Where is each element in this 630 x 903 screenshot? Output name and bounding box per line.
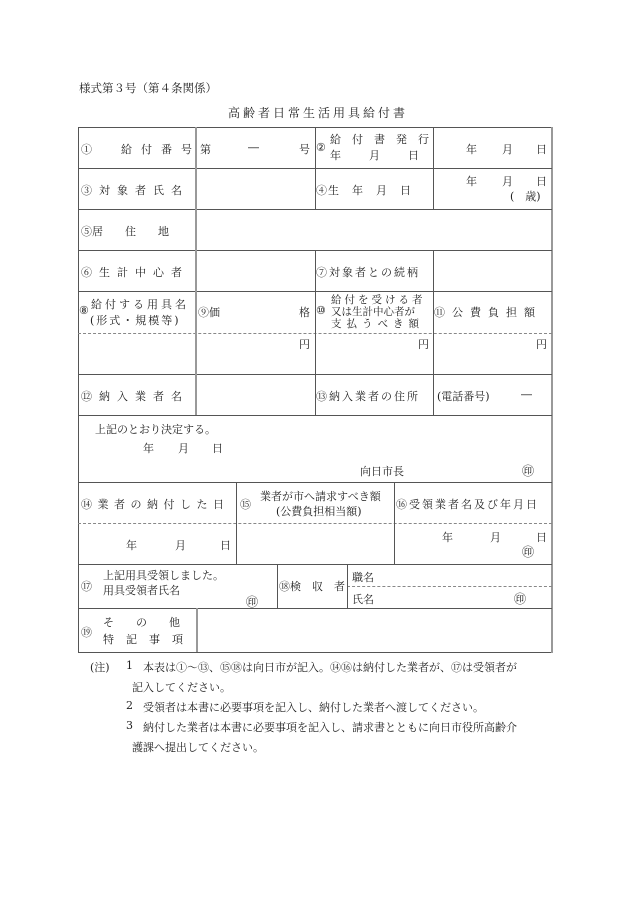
birth-date-year: 年: [466, 175, 477, 188]
payable-label-line3: 支払うべき額: [331, 318, 424, 330]
note-prefix: (注): [90, 661, 110, 674]
mayor-label: 向日市長: [360, 465, 404, 478]
inspector-name-label: 氏名: [352, 593, 374, 606]
phone-dash: ―: [521, 388, 532, 401]
supplier-name-label: ⑫納入業者名: [81, 390, 189, 403]
note-1-line1: 本表は①～⑬、⑮⑱は向日市が記入。⑭⑯は納付した業者が、⑰は受領者が: [143, 661, 517, 674]
receiver-date-month: 月: [490, 531, 501, 544]
note-1-line2: 記入してください。: [132, 681, 231, 694]
row-line: [78, 415, 552, 416]
claim-label-line1: 業者が市へ請求すべき額: [260, 490, 381, 503]
payable-num: ⑩: [316, 304, 326, 317]
residence-label: ⑤居 住 地: [81, 225, 169, 238]
col-line: [236, 482, 237, 564]
note-3-line2: 護課へ提出してください。: [132, 741, 264, 754]
age-field: ( 歳): [510, 190, 541, 203]
row-line: [78, 482, 552, 483]
relation-label: ⑦対象者との続柄: [316, 266, 420, 279]
row-line: [78, 209, 552, 210]
page-title: 高齢者日常生活用具給付書: [228, 106, 409, 120]
decision-date-year: 年: [143, 442, 154, 455]
claim-label-line2: (公費負担相当額): [276, 505, 362, 518]
note-2-line1: 受領者は本書に必要事項を記入し、納付した業者へ渡してください。: [143, 701, 484, 714]
public-burden-yen: 円: [536, 338, 547, 351]
received-text: 上記用具受領しました。: [103, 569, 224, 582]
inspector-post-label: 職名: [352, 571, 374, 584]
supply-number-suffix: 号: [299, 143, 310, 156]
note-2-num: 2: [126, 699, 133, 712]
col-line: [394, 482, 395, 564]
decision-date-day: 日: [212, 442, 223, 455]
table-border-right: [551, 127, 553, 653]
issue-date-label-top: 給付書発行: [330, 133, 440, 146]
mayor-seal-icon: ㊞: [522, 464, 535, 478]
payable-label-line2: 又は生計中心者が: [331, 306, 415, 318]
receiver-date-year: 年: [442, 531, 453, 544]
col-line: [433, 250, 434, 415]
birth-date-label: ④生 年 月 日: [316, 184, 412, 197]
delivery-date-day: 日: [220, 539, 231, 552]
receiver-label: ⑯受領業者名及び年月日: [396, 498, 539, 511]
supply-number-label: ① 給付番号: [81, 143, 201, 156]
supply-number-dash: ―: [248, 141, 259, 154]
payable-label-line1: 給付を受ける者: [331, 294, 426, 306]
issue-date-year: 年: [466, 143, 477, 156]
inspector-label: ⑱検 収 者: [279, 580, 345, 593]
note-3-num: 3: [126, 719, 133, 732]
equipment-label-bottom: (形式・規模等): [90, 314, 181, 327]
recipient-name-label: 用具受領者氏名: [103, 584, 180, 597]
table-border-bottom: [78, 652, 552, 653]
delivery-date-label: ⑭業者の納付した日: [81, 498, 230, 511]
other-notes-label-line1: そ の 他: [103, 616, 180, 629]
issue-date-num: ②: [316, 141, 326, 154]
equipment-label-top: 給付する用具名: [91, 298, 189, 311]
table-border-left: [78, 127, 79, 652]
row-line: [78, 564, 552, 565]
inspector-seal-icon: ㊞: [514, 592, 527, 606]
phone-label: (電話番号): [437, 390, 490, 403]
birth-date-month: 月: [502, 175, 513, 188]
col-line: [347, 564, 348, 608]
price-label: ⑨価: [198, 306, 220, 319]
other-notes-num: ⑲: [81, 626, 92, 639]
row-dotted-line: [78, 523, 552, 524]
claim-num: ⑮: [240, 498, 251, 511]
equipment-num: ⑧: [79, 304, 89, 317]
row-line: [78, 608, 552, 609]
payable-yen: 円: [418, 338, 429, 351]
receiver-date-day: 日: [536, 531, 547, 544]
row-dotted-line: [347, 586, 552, 587]
note-3-line1: 納付した業者は本書に必要事項を記入し、請求書とともに向日市役所高齢介: [143, 721, 517, 734]
price-yen: 円: [299, 338, 310, 351]
delivery-date-month: 月: [175, 539, 186, 552]
issue-date-day: 日: [536, 143, 547, 156]
issue-date-month: 月: [502, 143, 513, 156]
delivery-date-year: 年: [126, 539, 137, 552]
recipient-seal-icon: ㊞: [246, 595, 259, 609]
price-label-end: 格: [299, 306, 310, 319]
birth-date-day: 日: [536, 175, 547, 188]
issue-date-label-bottom: 年 月 日: [330, 149, 421, 162]
col-line: [196, 608, 198, 652]
decision-text: 上記のとおり決定する。: [95, 423, 216, 436]
household-head-label: ⑥生計中心者: [81, 266, 189, 279]
supplier-address-label: ⑬納入業者の住所: [316, 390, 420, 403]
col-line: [195, 127, 197, 415]
supply-number-prefix: 第: [200, 143, 211, 156]
other-notes-label-line2: 特 記 事 項: [103, 633, 184, 646]
form-number: 様式第３号（第４条関係）: [79, 81, 217, 95]
subject-name-label: ③対象者氏名: [81, 184, 189, 197]
col-line: [277, 564, 278, 608]
public-burden-label: ⑪公費負担額: [434, 306, 542, 319]
receiver-seal-icon: ㊞: [522, 545, 535, 559]
recipient-num: ⑰: [81, 580, 92, 593]
decision-date-month: 月: [178, 442, 189, 455]
note-1-num: 1: [126, 659, 133, 672]
